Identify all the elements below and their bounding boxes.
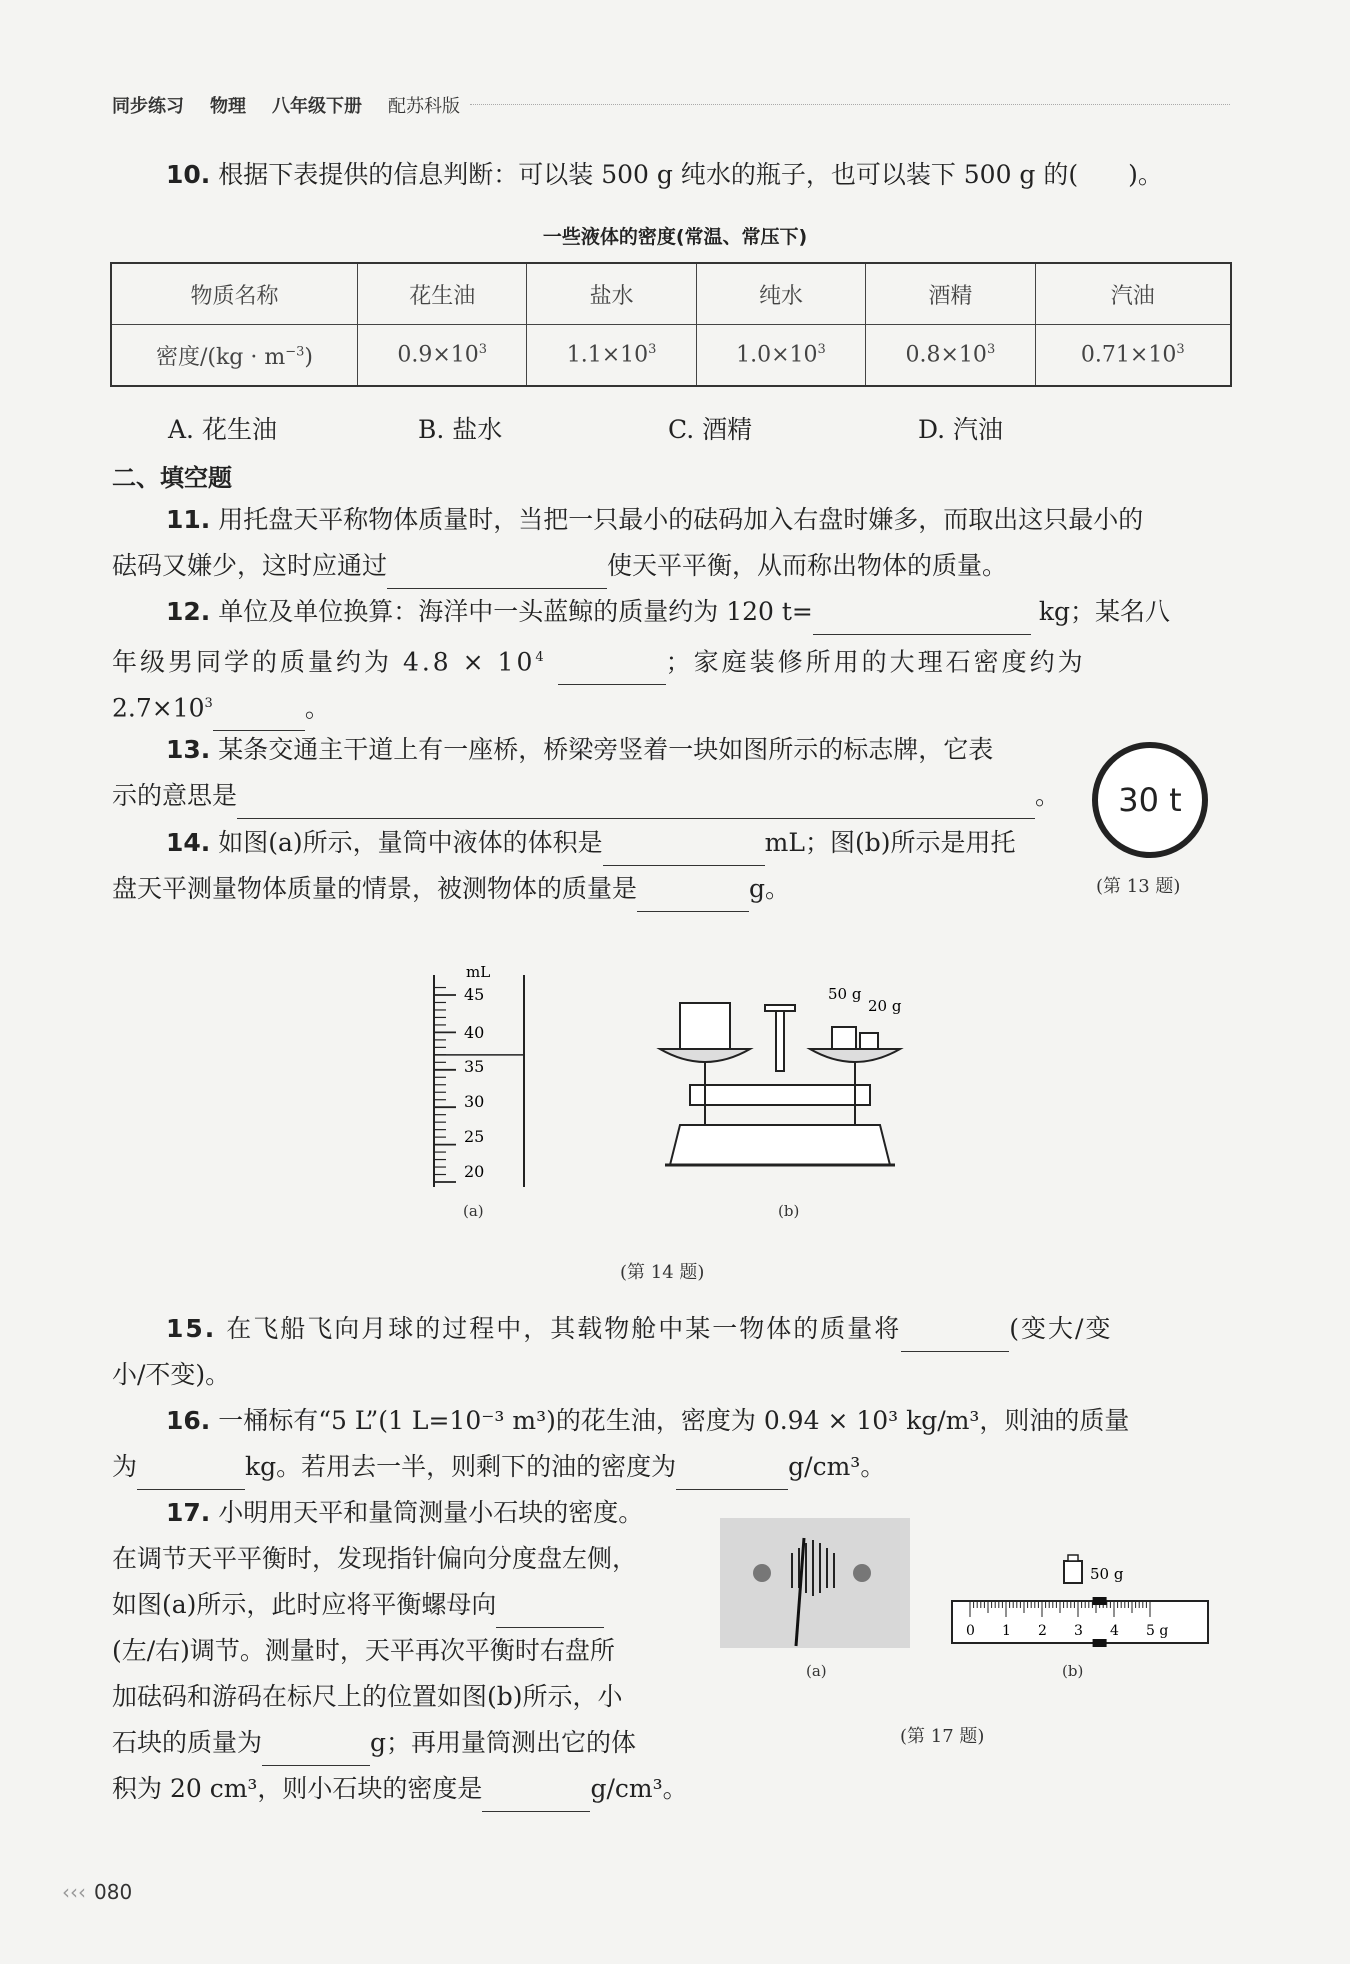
question-17-line: 石块的质量为 g；再用量筒测出它的体 [112,1720,636,1766]
question-17-line: 如图(a)所示，此时应将平衡螺母向 [112,1582,604,1628]
q17-label-a: (a) [806,1662,827,1680]
density-table [110,262,1232,387]
question-10 [166,152,1163,198]
screw-right [853,1564,871,1582]
weight-20g [860,1033,878,1049]
choice-d[interactable]: D. 汽油 [918,415,1004,444]
q12-blank-2[interactable] [558,654,666,685]
q17-caption: (第 17 题) [900,1726,985,1747]
q13-number: 13. [166,735,211,764]
q17-label-b: (b) [1062,1662,1084,1680]
q11-text: 用托盘天平称物体质量时，当把一只最小的砝码加入右盘时嫌多，而取出这只最小的 [218,505,1144,534]
scale-label: 1 [1002,1623,1011,1639]
edition-name: 配苏科版 [388,96,460,117]
question-15-line2: 小/不变)。 [112,1360,231,1389]
question-14-line2: 盘天平测量物体质量的情景，被测物体的质量是 g。 [112,866,790,912]
weight-label-20g: 20 g [868,997,902,1015]
header-cell: 花生油 [358,263,527,325]
q16-number: 16. [166,1406,211,1435]
density-value: $0.9\times 10^3$ [358,325,527,387]
weight-50g [832,1027,856,1049]
density-value: $1.1\times 10^3$ [527,325,696,387]
q17-blank-1[interactable] [496,1597,604,1628]
rider-top [1093,1597,1107,1605]
question-13: 13. 某条交通主干道上有一座桥，桥梁旁竖着一块如图所示的标志牌，它表 [166,735,994,764]
chevron-left-icon: ‹‹‹ [62,1880,86,1904]
cylinder-tick-label: 20 [464,1162,485,1181]
weight-label: 50 g [1090,1565,1124,1583]
pointer-photo [720,1518,910,1648]
right-pan [810,1049,900,1062]
row-label: 密度$/(kg \cdot m^{-3})$ [111,325,358,387]
question-17-line: (左/右)调节。测量时，天平再次平衡时右盘所 [112,1636,615,1665]
q14-label-b: (b) [778,1202,800,1220]
question-17: 17. 小明用天平和量筒测量小石块的密度。 [166,1498,644,1527]
weight-limit-sign: 30 t [1092,742,1208,858]
question-17-line: 加砝码和游码在标尺上的位置如图(b)所示，小 [112,1682,623,1711]
q11-number: 11. [166,505,211,534]
grade-name: 八年级下册 [272,96,362,117]
scale-label: 4 [1110,1623,1119,1639]
q10-text: 根据下表提供的信息判断：可以装 500 g 纯水的瓶子，也可以装下 500 g 的( )。 [218,160,1163,189]
cylinder-unit: mL [466,963,491,981]
q11-blank[interactable] [387,558,607,589]
question-13-line2: 示的意思是 。 [112,773,1060,819]
cylinder-tick-marks [434,988,456,1182]
question-14: 14. 如图(a)所示，量筒中液体的体积是 mL；图(b)所示是用托 [166,820,1016,866]
table-header-row [111,263,1231,325]
balance-figure [650,975,920,1195]
header-rule [470,104,1230,105]
q17-blank-2[interactable] [262,1735,370,1766]
cylinder-tick-label: 30 [464,1092,485,1111]
q14-blank-2[interactable] [637,881,749,912]
header-cell: 纯水 [696,263,865,325]
header-cell: 酒精 [866,263,1035,325]
q13-caption: (第 13 题) [1096,876,1181,897]
header-cell: 盐水 [527,263,696,325]
density-value: $1.0\times 10^3$ [696,325,865,387]
q16-blank-1[interactable] [137,1459,245,1490]
choice-a[interactable]: A. 花生油 [168,415,277,444]
question-11-line2: 砝码又嫌少，这时应通过 使天平平衡，从而称出物体的质量。 [112,543,1007,589]
density-value: $0.8\times 10^3$ [866,325,1035,387]
question-12-line2: 年级男同学的质量约为 $4.8 \times 10^4$ ；家庭装修所用的大理石密度约为 [112,635,1086,685]
question-17-line: 在调节天平平衡时，发现指针偏向分度盘左侧， [112,1544,638,1573]
rider-bottom [1093,1639,1107,1647]
q15-blank[interactable] [901,1321,1009,1352]
question-15: 15. 在飞船飞向月球的过程中，其载物舱中某一物体的质量将 (变大/变 [166,1306,1112,1352]
division-plate-lines [792,1540,834,1596]
weight-label-50g: 50 g [828,985,862,1003]
question-17-line: 积为 20 cm³，则小石块的密度是 g/cm³。 [112,1766,688,1812]
subject-name: 物理 [210,96,246,117]
cylinder-tick-label: 35 [464,1057,485,1076]
header-cell: 汽油 [1035,263,1231,325]
running-header [112,92,486,118]
scale-label: 5 g [1146,1623,1169,1639]
page-number: 080 [94,1880,133,1904]
question-16: 16. 一桶标有“5 L”(1 L=10⁻³ m³)的花生油，密度为 0.94 × 10³ kg/m³，则油的质量 [166,1406,1130,1435]
q10-number: 10. [166,160,211,189]
scale-label: 0 [966,1623,975,1639]
beam [690,1085,870,1105]
rider-scale-figure [940,1545,1220,1655]
left-pan [660,1049,750,1062]
section-heading: 二、填空题 [112,464,232,492]
q12-blank-1[interactable] [813,604,1031,635]
question-12-line3: $2.7\times 10^3$ 。 [112,681,330,731]
question-16-line2: 为 kg。若用去一半，则剩下的油的密度为 g/cm³。 [112,1444,885,1490]
choice-c[interactable]: C. 酒精 [668,415,753,444]
scale-label: 2 [1038,1623,1047,1639]
pointer-column [776,1011,784,1071]
q14-blank-1[interactable] [603,835,765,866]
q17-blank-3[interactable] [482,1781,590,1812]
header-cell: 物质名称 [111,263,358,325]
series-name: 同步练习 [112,96,184,117]
balance-base [670,1125,890,1165]
q17-number: 17. [166,1498,211,1527]
question-12: 12. 单位及单位换算：海洋中一头蓝鲸的质量约为 120 t= kg；某名八 [166,589,1170,635]
page-footer [62,1880,132,1904]
table-density-row [111,325,1231,387]
q14-caption: (第 14 题) [620,1262,705,1283]
graduated-cylinder-figure [420,955,540,1205]
density-value: $0.71\times 10^3$ [1035,325,1231,387]
screw-left [753,1564,771,1582]
scale-label: 3 [1074,1623,1083,1639]
table-title: 一些液体的密度(常温、常压下) [542,226,808,248]
q16-blank-2[interactable] [676,1459,788,1490]
question-11 [166,497,1143,543]
q14-number: 14. [166,828,211,857]
weight-handle [1068,1555,1078,1561]
measured-object [680,1003,730,1049]
choice-b[interactable]: B. 盐水 [418,415,503,444]
photo-background [720,1518,910,1648]
q12-number: 12. [166,597,211,626]
cylinder-tick-label: 25 [464,1127,485,1146]
cylinder-tick-label: 45 [464,985,485,1004]
q15-number: 15. [166,1314,217,1343]
weight-50g-icon [1064,1561,1082,1583]
cylinder-tick-label: 40 [464,1023,485,1042]
q14-label-a: (a) [463,1202,484,1220]
q13-blank[interactable] [237,788,1035,819]
